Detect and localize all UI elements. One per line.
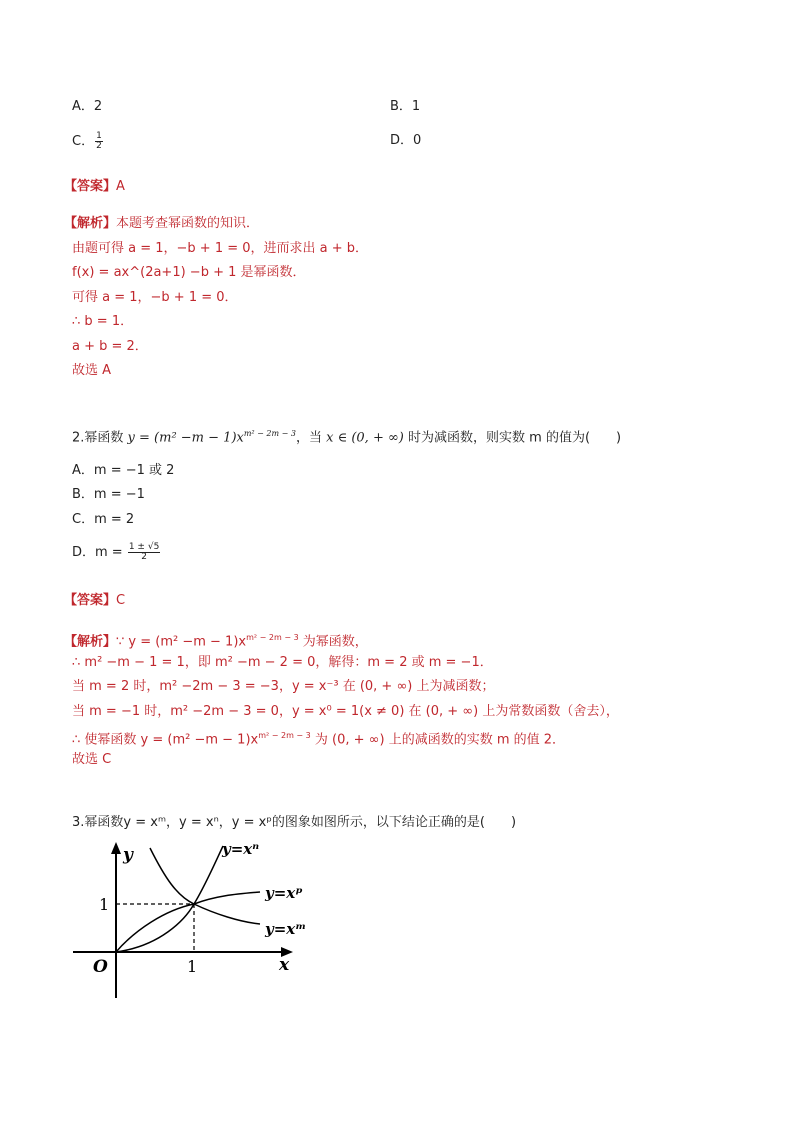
- q2-analysis-last-b: 为 (0, + ∞) 上的减函数的实数 m 的值 2．: [310, 732, 566, 748]
- q1-analysis-text-0: 本题考查幂函数的知识．: [116, 216, 260, 231]
- q2-answer: [64, 592, 125, 610]
- q1-answer-value: A: [116, 179, 125, 194]
- q1-answer-label: 【答案】: [64, 179, 117, 194]
- q1-analysis-line-5: a + b = 2．: [72, 339, 148, 354]
- q2-stem-suffix: 时为减函数，则实数 m 的值为( ): [403, 430, 622, 446]
- q2-analysis-line1-a: ∵ y = (m² −m − 1)x: [116, 634, 247, 650]
- curve-m-label: y=xᵐ: [265, 920, 307, 938]
- q2-option-b: B．m = −1: [72, 487, 145, 502]
- q1-option-c-fraction: [95, 132, 103, 151]
- q2-stem-mid: ，当: [295, 430, 327, 446]
- q2-stem: [72, 425, 621, 447]
- curve-p-label: y=xᵖ: [265, 884, 303, 902]
- q2-stem-prefix: 2.幂函数: [72, 430, 128, 446]
- q1-option-d: [390, 132, 421, 150]
- q2-stem-domain: x ∈ (0, + ∞): [326, 430, 404, 446]
- q1-option-b-value: 1: [411, 99, 421, 114]
- q2-analysis-line1-b: 为幂函数，: [298, 634, 368, 650]
- q2-answer-value: C: [116, 593, 126, 608]
- q2-analysis-last-exp: m² − 2m − 3: [258, 731, 311, 740]
- q2-analysis-line-1: ∴ m² −m − 1 = 1，即 m² −m − 2 = 0，解得：m = 2 或 m = −1．: [72, 655, 493, 670]
- q2-stem-exp: m² − 2m − 3: [243, 429, 296, 438]
- q2-analysis-line-4: [72, 727, 565, 749]
- y-axis-arrow-icon: [111, 842, 121, 854]
- q1-option-d-letter: D．: [390, 133, 414, 148]
- q1-analysis-line-1: 由题可得 a = 1，−b + 1 = 0，进而求出 a + b．: [72, 241, 369, 256]
- q2-option-d-prefix: D．m =: [72, 545, 127, 560]
- tick-y-label: 1: [99, 895, 110, 914]
- q1-analysis-line-0: [64, 215, 259, 233]
- x-axis-label: x: [279, 955, 290, 975]
- q2-option-d-fraction: [128, 543, 160, 562]
- q1-analysis-line-4: ∴ b = 1．: [72, 314, 134, 329]
- q1-option-c-numerator: 1: [96, 131, 102, 141]
- q1-option-a-value: 2: [93, 99, 103, 114]
- q2-option-d-denominator: 2: [141, 552, 147, 562]
- q2-analysis-line-3: 当 m = −1 时，m² −2m − 3 = 0，y = x⁰ = 1(x ≠ 0) 在 (0, + ∞) 上为常数函数（舍去），: [72, 704, 619, 719]
- q3-stem: 3.幂函数y = xᵐ，y = xⁿ，y = xᵖ的图象如图所示，以下结论正确的是( ): [72, 815, 517, 830]
- q2-answer-label: 【答案】: [64, 593, 117, 608]
- y-axis-label: y: [123, 845, 133, 865]
- q2-analysis-last-a: ∴ 使幂函数 y = (m² −m − 1)x: [72, 732, 259, 748]
- q1-option-c: [72, 132, 104, 151]
- q2-analysis-line-0: [64, 629, 368, 651]
- q2-option-a: A．m = −1 或 2: [72, 463, 175, 478]
- q2-analysis-line-2: 当 m = 2 时，m² −2m − 3 = −3，y = x⁻³ 在 (0, + ∞) 上为减函数；: [72, 679, 495, 694]
- q1-option-a: [72, 98, 102, 116]
- q1-analysis-line-2: f(x) = ax^(2a+1) −b + 1 是幂函数．: [72, 265, 306, 280]
- q2-option-d: [72, 543, 161, 562]
- q2-stem-func: y = (m² −m − 1)x: [127, 430, 244, 446]
- q2-option-d-numerator: 1 ± √5: [128, 542, 160, 552]
- q1-option-c-letter: C．: [72, 134, 95, 149]
- q2-option-c: C．m = 2: [72, 512, 135, 527]
- q1-analysis-line-3: 可得 a = 1，−b + 1 = 0．: [72, 290, 238, 305]
- q2-analysis-label: 【解析】: [64, 634, 117, 650]
- tick-x-label: 1: [187, 957, 198, 976]
- q1-option-b-letter: B．: [390, 99, 412, 114]
- q1-analysis-line-6: 故选 A: [72, 363, 112, 378]
- origin-label: O: [93, 957, 108, 977]
- q2-analysis-line1-exp: m² − 2m − 3: [246, 633, 299, 642]
- curve-n-label: y=xⁿ: [222, 840, 260, 858]
- curve-m: [150, 848, 260, 924]
- q3-power-function-graph: [65, 838, 325, 1008]
- q1-option-d-value: 0: [413, 133, 422, 148]
- q1-option-a-letter: A．: [72, 99, 94, 114]
- q1-option-b: [390, 98, 420, 116]
- q1-option-c-denominator: 2: [96, 141, 102, 151]
- q2-conclusion: 故选 C: [72, 752, 112, 767]
- q1-analysis-label: 【解析】: [64, 216, 117, 231]
- q1-answer: [64, 178, 125, 196]
